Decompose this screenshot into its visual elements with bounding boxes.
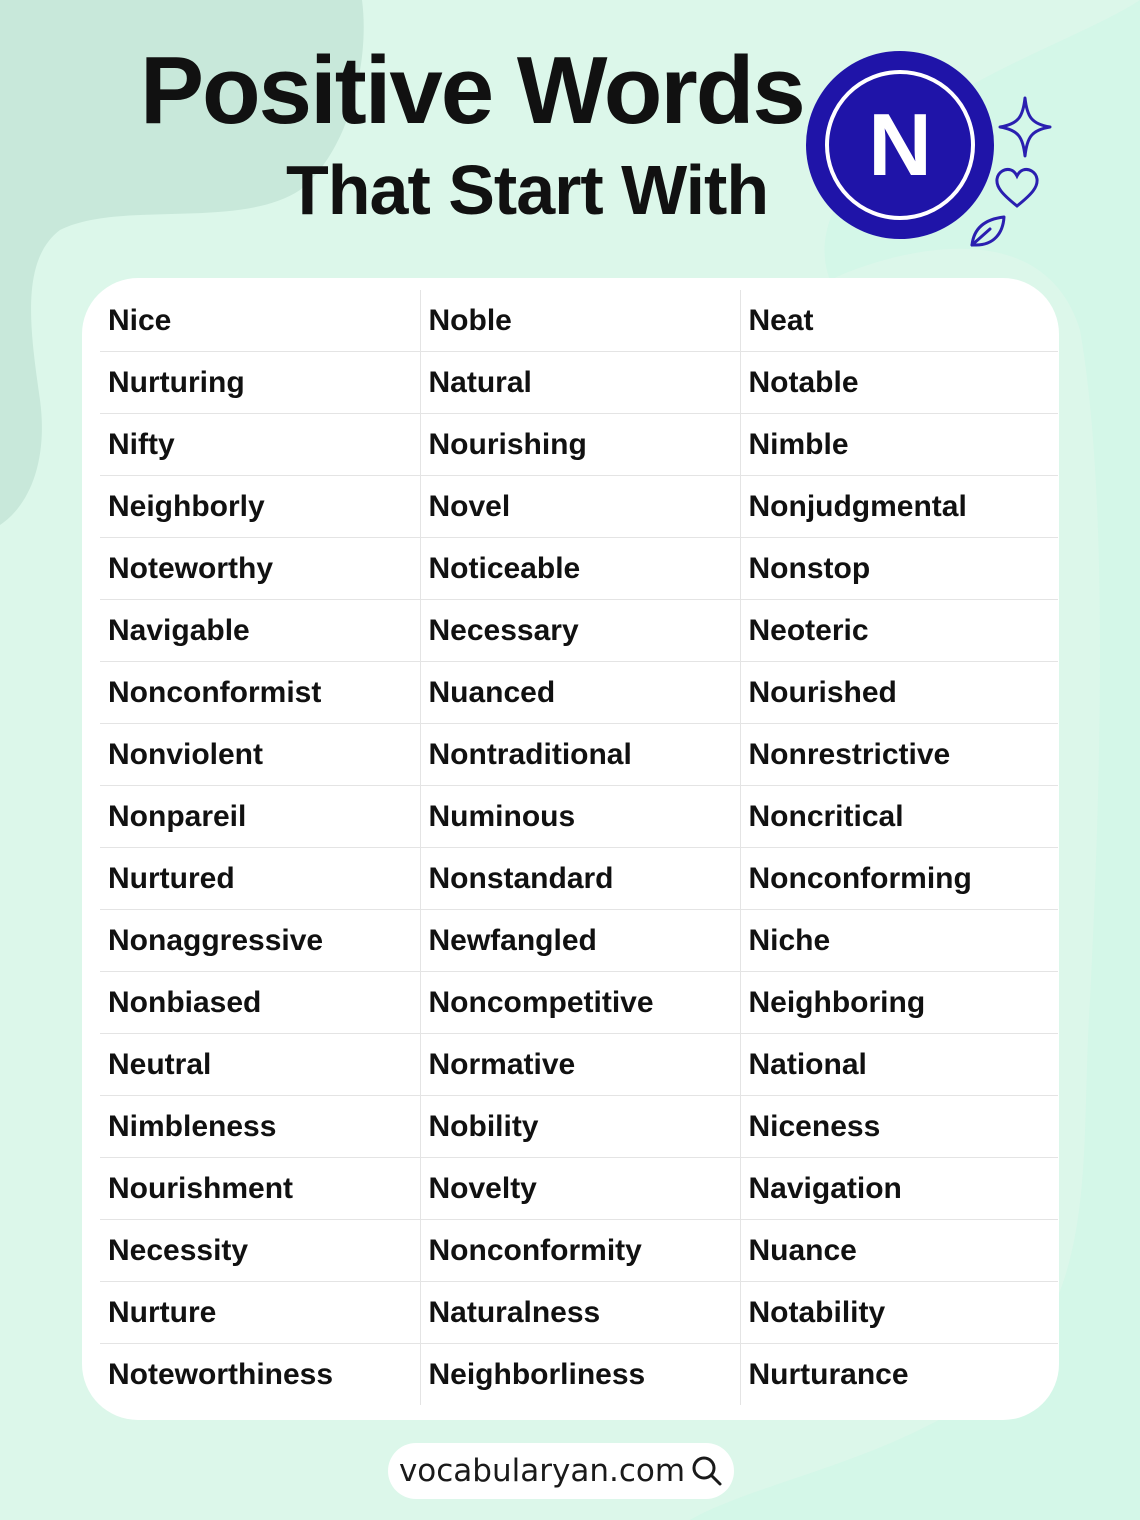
word-cell: Neighborliness: [420, 1344, 740, 1406]
table-row: [100, 1034, 1058, 1096]
word-cell: Navigable: [100, 600, 420, 662]
word-cell: Noticeable: [420, 538, 740, 600]
heart-icon: [994, 166, 1040, 210]
table-row: [100, 538, 1058, 600]
word-cell: Neat: [740, 290, 1058, 352]
table-row: [100, 724, 1058, 786]
sparkle-icon: [998, 96, 1052, 158]
word-cell: Nimbleness: [100, 1096, 420, 1158]
word-cell: Nifty: [100, 414, 420, 476]
word-cell: Neighborly: [100, 476, 420, 538]
word-cell: Neighboring: [740, 972, 1058, 1034]
word-cell: Notability: [740, 1282, 1058, 1344]
word-cell: Nourishment: [100, 1158, 420, 1220]
table-row: [100, 414, 1058, 476]
word-cell: Nonviolent: [100, 724, 420, 786]
word-cell: Navigation: [740, 1158, 1058, 1220]
word-cell: Natural: [420, 352, 740, 414]
word-cell: Necessary: [420, 600, 740, 662]
word-cell: Nimble: [740, 414, 1058, 476]
word-cell: Nonjudgmental: [740, 476, 1058, 538]
table-row: [100, 1282, 1058, 1344]
search-icon[interactable]: [691, 1455, 723, 1487]
site-footer[interactable]: [388, 1443, 734, 1499]
word-cell: Nonrestrictive: [740, 724, 1058, 786]
table-row: [100, 1220, 1058, 1282]
page-subtitle: That Start With: [286, 151, 769, 229]
table-row: [100, 290, 1058, 352]
word-cell: Novel: [420, 476, 740, 538]
table-row: [100, 848, 1058, 910]
table-row: [100, 662, 1058, 724]
word-cell: Nonconformist: [100, 662, 420, 724]
word-cell: Nurturance: [748, 1357, 909, 1391]
word-cell: Nourishing: [420, 414, 740, 476]
word-cell: Noble: [420, 290, 740, 352]
word-cell: Numinous: [420, 786, 740, 848]
site-url[interactable]: vocabularyan.com: [398, 1453, 686, 1489]
word-cell: Nonbiased: [100, 972, 420, 1034]
word-cell: Nonpareil: [100, 786, 420, 848]
word-cell: Normative: [420, 1034, 740, 1096]
word-cell: Noteworthiness: [100, 1344, 420, 1406]
table-row: [100, 352, 1058, 414]
word-cell: Noteworthy: [100, 538, 420, 600]
letter-badge: [805, 50, 995, 240]
word-cell: Naturalness: [420, 1282, 740, 1344]
word-cell: Nonstandard: [420, 848, 740, 910]
word-cell: Nourished: [740, 662, 1058, 724]
word-cell: Nurturing: [100, 352, 420, 414]
word-table: [100, 290, 1058, 1405]
word-cell: Notable: [740, 352, 1058, 414]
word-cell: Nonconformity: [420, 1220, 740, 1282]
word-cell: Nurture: [100, 1282, 420, 1344]
badge-letter: N: [868, 95, 932, 194]
word-cell: Nonconforming: [740, 848, 1058, 910]
word-cell: Noncritical: [740, 786, 1058, 848]
word-cell: Noncompetitive: [420, 972, 740, 1034]
table-row: [100, 1344, 1058, 1406]
word-cell: Nonaggressive: [100, 910, 420, 972]
word-cell: Nobility: [420, 1096, 740, 1158]
word-cell: Nice: [100, 290, 420, 352]
table-row: [100, 972, 1058, 1034]
leaf-icon: [968, 213, 1008, 249]
table-row: [100, 600, 1058, 662]
word-cell: Newfangled: [420, 910, 740, 972]
table-row: [100, 786, 1058, 848]
word-card: [82, 278, 1059, 1420]
word-cell: Niche: [740, 910, 1058, 972]
table-row: [100, 1096, 1058, 1158]
table-row: [100, 910, 1058, 972]
word-cell: Niceness: [740, 1096, 1058, 1158]
word-cell: Nontraditional: [420, 724, 740, 786]
word-cell: Neutral: [100, 1034, 420, 1096]
word-cell: Nonstop: [740, 538, 1058, 600]
table-row: [100, 1158, 1058, 1220]
page-title: Positive Words: [140, 37, 804, 144]
word-cell: Necessity: [100, 1220, 420, 1282]
word-cell: National: [740, 1034, 1058, 1096]
word-cell: Nuance: [740, 1220, 1058, 1282]
table-row: [100, 476, 1058, 538]
word-cell: Nuanced: [420, 662, 740, 724]
word-cell: Nurtured: [100, 848, 420, 910]
word-cell: Neoteric: [740, 600, 1058, 662]
word-cell: Novelty: [420, 1158, 740, 1220]
